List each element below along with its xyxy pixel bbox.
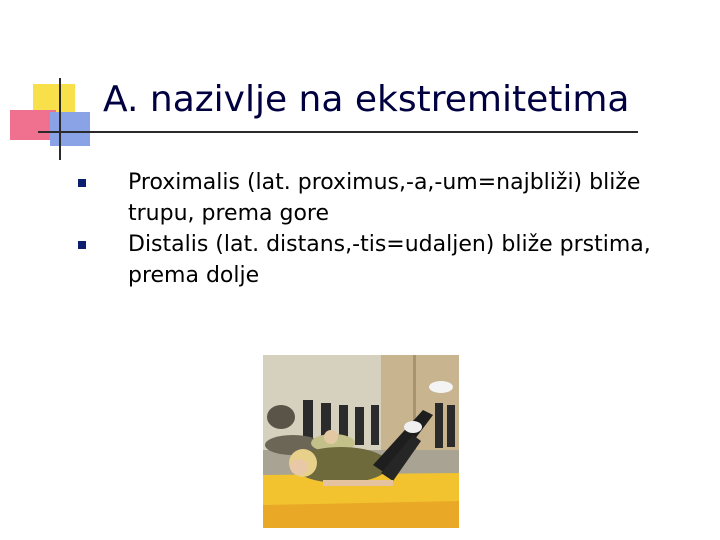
slide-title: A. nazivlje na ekstremitetima — [103, 79, 630, 120]
decor-blue-rect — [50, 112, 90, 146]
bullet-item — [68, 167, 688, 229]
title-underline — [38, 131, 638, 133]
decor-vertical-line — [59, 78, 61, 160]
bullet-marker-icon — [78, 241, 86, 249]
bullet-list — [68, 167, 688, 291]
exercise-photo — [263, 355, 459, 528]
exercise-photo-illustration — [263, 355, 459, 528]
bullet-marker-icon — [78, 179, 86, 187]
bullet-item — [68, 229, 688, 291]
bullet-text: Proximalis (lat. proximus,-a,-um=najbliži) bliže trupu, prema gore — [128, 170, 641, 226]
bullet-text: Distalis (lat. distans,-tis=udaljen) bliže prstima, prema dolje — [128, 232, 651, 288]
